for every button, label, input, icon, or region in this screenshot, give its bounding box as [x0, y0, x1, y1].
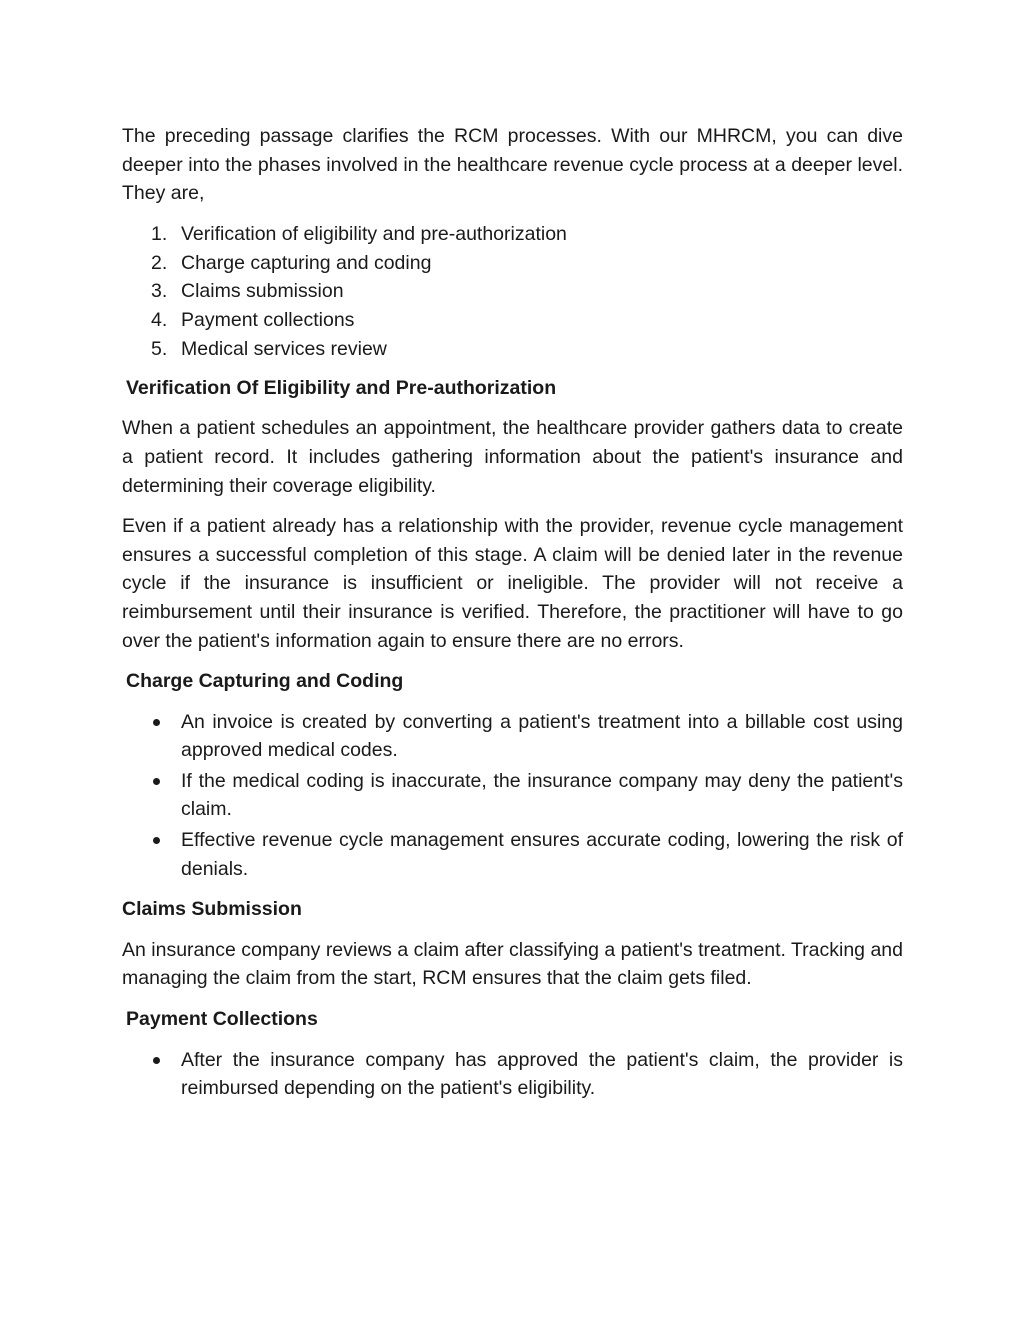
- list-item-text: Medical services review: [181, 337, 387, 360]
- verification-heading: Verification Of Eligibility and Pre-authorization: [126, 376, 557, 399]
- document-page: [122, 122, 903, 1115]
- list-item: [122, 335, 903, 364]
- list-number: 4.: [151, 309, 168, 332]
- list-number: 3.: [151, 280, 168, 303]
- list-item-text: Verification of eligibility and pre-authorization: [181, 222, 567, 245]
- intro-paragraph: The preceding passage clarifies the RCM processes. With our MHRCM, you can dive deeper into the phases involved in the healthcare revenue cycle process at a deeper level. They are,: [122, 125, 903, 205]
- claims-submission-paragraph: An insurance company reviews a claim after classifying a patient's treatment. Tracking and managing the claim from the start, RCM ensures that the claim gets filed.: [122, 938, 903, 990]
- list-number: 1.: [151, 222, 168, 245]
- phases-list: [122, 220, 903, 364]
- charge-capturing-heading: Charge Capturing and Coding: [126, 670, 404, 693]
- list-item-text: Payment collections: [181, 309, 355, 332]
- payment-collections-heading: Payment Collections: [126, 1008, 318, 1031]
- bullet-icon: [153, 719, 160, 726]
- bullet-icon: [153, 778, 160, 785]
- bullet-icon: [153, 837, 160, 844]
- list-item: [122, 767, 903, 824]
- list-item: [122, 306, 903, 335]
- list-item: [122, 708, 903, 765]
- list-item-text: After the insurance company has approved the patient's claim, the provider is reimbursed depending on the patient's eligibility.: [181, 1048, 903, 1100]
- list-item: [122, 220, 903, 249]
- list-number: 5.: [151, 337, 168, 360]
- list-item-text: Claims submission: [181, 280, 344, 303]
- bullet-icon: [153, 1057, 160, 1064]
- list-item: [122, 277, 903, 306]
- list-item: [122, 1046, 903, 1103]
- list-item: [122, 826, 903, 883]
- list-item-text: Effective revenue cycle management ensures accurate coding, lowering the risk of denials.: [181, 829, 903, 880]
- list-item: [122, 249, 903, 278]
- list-item-text: If the medical coding is inaccurate, the insurance company may deny the patient's claim.: [181, 769, 903, 821]
- list-number: 2.: [151, 251, 168, 274]
- verification-paragraph: When a patient schedules an appointment, the healthcare provider gathers data to create a patient record. It includes gathering information about the patient's insurance and determining their coverage eligibility.: [122, 417, 903, 497]
- list-item-text: An invoice is created by converting a patient's treatment into a billable cost using approved medical codes.: [181, 710, 903, 762]
- list-item-text: Charge capturing and coding: [181, 251, 432, 274]
- charge-capturing-list: [122, 708, 903, 884]
- payment-collections-list: [122, 1046, 903, 1103]
- claims-submission-heading: Claims Submission: [122, 898, 302, 921]
- verification-paragraph: Even if a patient already has a relationship with the provider, revenue cycle management ensures a successful completion of this stage. A claim will be denied later in the revenue cycle if the insurance is insufficient or ineligible. The provider will not receive a reimbursement until their insurance is verified. Therefore, the practitioner will have to go over the patient's information again to ensure there are no errors.: [122, 515, 903, 652]
